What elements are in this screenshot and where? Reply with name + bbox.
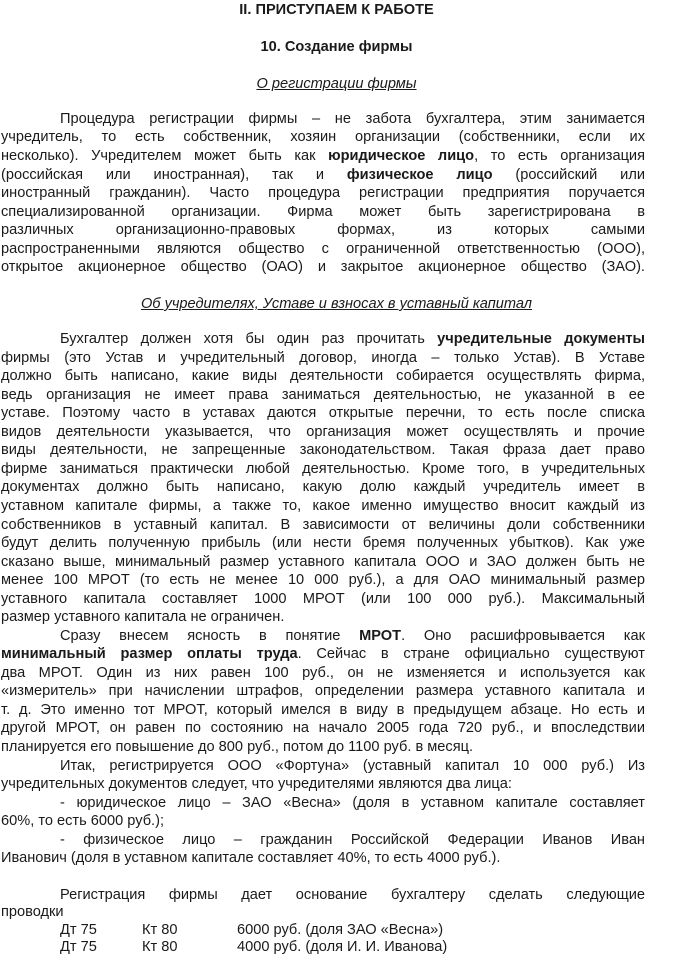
text-line: открытое акционерное общество (ОАО) и закрытое акционерное общество (ЗАО). (1, 259, 645, 275)
text-line: Регистрация фирмы дает основание бухгалтеру сделать следующие (60, 887, 645, 903)
text-line: несколько). Учредителем может быть как юридическое лицо, то есть организация (1, 148, 645, 164)
text-line: уставном капитале фирмы, а также то, какое именно имущество вносит каждый из (1, 498, 645, 514)
text-line: планируется его повышение до 800 руб., потом до 1100 руб. в месяц. (1, 739, 474, 755)
text-line: учредительных документов следует, что учредителями являются два лица: (1, 776, 512, 792)
bold-term: физическое лицо (346, 167, 493, 183)
text-line: т. д. Это именно тот МРОТ, который имелся в виду в предыдущем абзаце. Но есть и (1, 702, 645, 718)
text-line: Иванович (доля в уставном капитале составляет 40%, то есть 4000 руб.). (1, 850, 501, 866)
text-line: фирмы (это Устав и учредительный договор, иногда – только Устав). В Уставе (1, 350, 645, 366)
text-line: Сразу внесем ясность в понятие МРОТ. Оно расшифровывается как (60, 628, 645, 644)
text-line: Процедура регистрации фирмы – не забота бухгалтера, этим занимается (60, 111, 645, 127)
section-title: II. ПРИСТУПАЕМ К РАБОТЕ (239, 2, 434, 18)
bold-term: юридическое лицо (328, 148, 475, 164)
text-line: должно быть написано, какие виды деятельности собирается осуществлять фирма, (1, 368, 645, 384)
text-line: уставе. Поэтому часто в уставах даются открытые перечни, то есть после списка (1, 405, 645, 421)
bold-term: учредительные документы (437, 331, 646, 347)
text-line: «измеритель» при начислении штрафов, определении размера уставного капитала и (1, 683, 645, 699)
list-item: - юридическое лицо – ЗАО «Весна» (доля в уставном капитале составляет (60, 795, 645, 811)
text-line: менее 100 МРОТ (то есть не менее 10 000 руб.), а для ОАО минимальный размер (1, 572, 645, 588)
subsection-title-registration: О регистрации фирмы (256, 76, 417, 92)
text-line: два МРОТ. Один из них равен 100 руб., он не изменяется и используется как (1, 665, 645, 681)
text-line: распространенными являются общество с ограниченной ответственностью (ООО), (1, 241, 645, 257)
entry-description: 6000 руб. (доля ЗАО «Весна») (237, 922, 444, 938)
chapter-title: 10. Создание фирмы (260, 39, 413, 55)
text-line: учредитель, то есть собственник, хозяин организации (собственники, если их (1, 129, 645, 145)
text-line: будут делить полученную прибыль (или нести бремя полученных убытков). Как уже (1, 535, 645, 551)
entry-debit: Дт 75 (60, 939, 97, 955)
text-line: сказано выше, минимальный размер уставного капитала ООО и ЗАО должен быть не (1, 554, 645, 570)
text-line: видов деятельности указывается, что организация может осуществлять и прочие (1, 424, 645, 440)
text-line: различных организационно-правовых формах, из которых самыми (1, 222, 645, 238)
text-line: виды деятельности, не запрещенные законодательством. Такая фраза дает право (1, 442, 645, 458)
text-line: ведь организация не имеет права заниматься деятельностью, не указанной в ее (1, 387, 645, 403)
text-line: Бухгалтер должен хотя бы один раз прочитать учредительные документы (60, 331, 646, 347)
text-line: иностранный гражданин). Часто процедура регистрации предприятия поручается (1, 185, 645, 201)
text-line: фирме заниматься практически любой деятельностью. Кроме того, в учредительных (1, 461, 645, 477)
text-line: специализированной организации. Фирма может быть зарегистрирована в (1, 204, 645, 220)
text-line: 60%, то есть 6000 руб.); (1, 813, 165, 829)
text-line: проводки (1, 904, 64, 920)
text-line: минимальный размер оплаты труда. Сейчас в стране официально существуют (1, 646, 645, 662)
entry-debit: Дт 75 (60, 922, 97, 938)
text-line: уставного капитала составляет 1000 МРОТ (или 100 000 руб.). Максимальный (1, 591, 645, 607)
text-line: документах должно быть написано, какую долю каждый учредитель имеет в (1, 479, 645, 495)
list-item: - физическое лицо – гражданин Российской Федерации Иванов Иван (60, 832, 645, 848)
bold-term: минимальный размер оплаты труда (1, 646, 298, 662)
subsection-title-founders: Об учредителях, Уставе и взносах в уставный капитал (140, 296, 533, 312)
text-line: размер уставного капитала не ограничен. (1, 609, 285, 625)
entry-description: 4000 руб. (доля И. И. Иванова) (237, 939, 448, 955)
entry-credit: Кт 80 (142, 939, 178, 955)
text-line: собственников в уставный капитал. В зависимости от величины доли собственники (1, 517, 645, 533)
text-line: другой МРОТ, он равен по состоянию на начало 2005 года 720 руб., и впоследствии (1, 720, 645, 736)
text-line: (российская или иностранная), так и физическое лицо (российский или (1, 167, 645, 183)
entry-credit: Кт 80 (142, 922, 178, 938)
bold-term: МРОТ (359, 628, 402, 644)
text-line: Итак, регистрируется ООО «Фортуна» (уставный капитал 10 000 руб.) Из (60, 758, 645, 774)
